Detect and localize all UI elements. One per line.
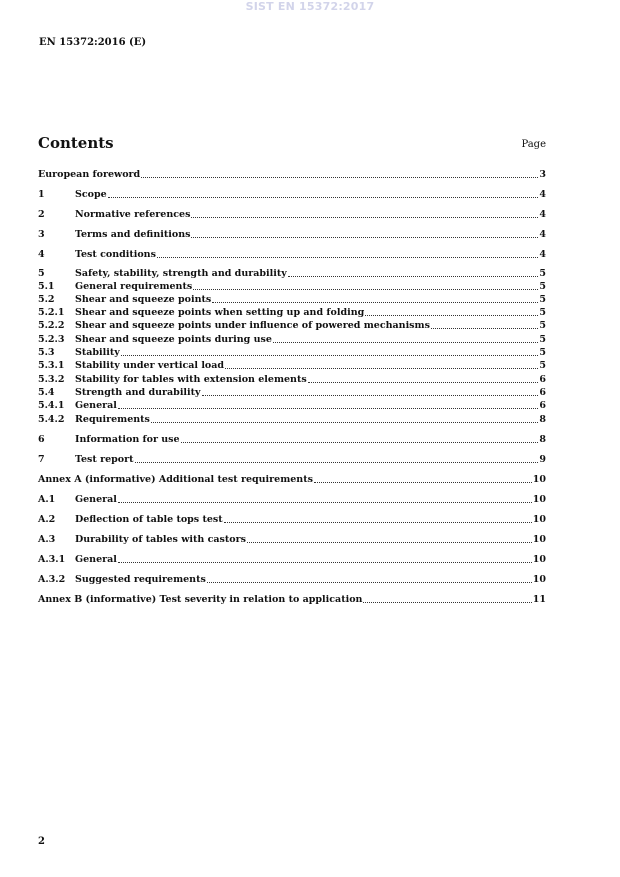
toc-entry[interactable] bbox=[38, 307, 546, 319]
toc-entry[interactable] bbox=[38, 229, 546, 241]
toc-dot-leader bbox=[193, 289, 538, 290]
toc-dot-leader bbox=[431, 328, 538, 329]
toc-entry[interactable] bbox=[38, 400, 546, 412]
toc-entry-number: 7 bbox=[38, 454, 45, 465]
toc-entry-number: 5.3.1 bbox=[38, 360, 65, 371]
toc-entry-number: A.1 bbox=[38, 494, 56, 505]
toc-entry-page: 3 bbox=[539, 169, 546, 180]
toc-entry-title: Suggested requirements bbox=[75, 574, 206, 585]
toc-dot-leader bbox=[191, 217, 538, 218]
toc-dot-leader bbox=[363, 602, 531, 603]
contents-heading: Contents bbox=[38, 134, 114, 152]
toc-entry-number: 5.3 bbox=[38, 347, 55, 358]
toc-entry-page: 4 bbox=[539, 209, 546, 220]
toc-entry-title: Shear and squeeze points during use bbox=[75, 334, 272, 345]
toc-entry-title: Deflection of table tops test bbox=[75, 514, 223, 525]
toc-dot-leader bbox=[314, 482, 532, 483]
toc-entry-page: 4 bbox=[539, 189, 546, 200]
toc-entry-page: 6 bbox=[539, 387, 546, 398]
toc-entry-title: Stability for tables with extension elements bbox=[75, 374, 307, 385]
toc-entry-page: 5 bbox=[539, 294, 546, 305]
toc-entry-page: 10 bbox=[532, 494, 546, 505]
toc-entry-number: 5.2.2 bbox=[38, 320, 65, 331]
toc-entry-number: A.3.1 bbox=[38, 554, 66, 565]
toc-entry-title: Scope bbox=[75, 189, 107, 200]
toc-entry-title: Test conditions bbox=[75, 249, 156, 260]
toc-entry-number: 5.3.2 bbox=[38, 374, 65, 385]
toc-entry[interactable] bbox=[38, 434, 546, 446]
toc-entry-number: 2 bbox=[38, 209, 45, 220]
toc-entry-title: Annex B (informative) Test severity in relation to application bbox=[38, 594, 363, 605]
toc-dot-leader bbox=[225, 368, 538, 369]
toc-dot-leader bbox=[202, 395, 539, 396]
toc-entry[interactable] bbox=[38, 514, 546, 526]
toc-entry-page: 8 bbox=[539, 434, 546, 445]
toc-entry-title: Safety, stability, strength and durability bbox=[75, 268, 287, 279]
toc-dot-leader bbox=[288, 276, 539, 277]
toc-entry-number: 5.4.1 bbox=[38, 400, 65, 411]
toc-entry-page: 11 bbox=[532, 594, 546, 605]
toc-entry-page: 10 bbox=[532, 574, 546, 585]
toc-entry[interactable] bbox=[38, 209, 546, 221]
toc-entry-number: 5.1 bbox=[38, 281, 55, 292]
toc-entry-page: 5 bbox=[539, 320, 546, 331]
toc-entry-title: General bbox=[75, 400, 117, 411]
toc-entry-number: 5.4 bbox=[38, 387, 55, 398]
page-number: 2 bbox=[38, 836, 45, 847]
toc-entry-page: 5 bbox=[539, 334, 546, 345]
toc-entry[interactable] bbox=[38, 414, 546, 426]
toc-entry-page: 9 bbox=[539, 454, 546, 465]
toc-dot-leader bbox=[365, 315, 538, 316]
toc-dot-leader bbox=[157, 257, 538, 258]
toc-entry-page: 6 bbox=[539, 400, 546, 411]
toc-entry-title: Durability of tables with castors bbox=[75, 534, 246, 545]
toc-dot-leader bbox=[308, 382, 539, 383]
toc-entry-number: 5 bbox=[38, 268, 45, 279]
document-id: EN 15372:2016 (E) bbox=[39, 37, 147, 48]
toc-entry[interactable] bbox=[38, 387, 546, 399]
toc-entry[interactable] bbox=[38, 294, 546, 306]
toc-dot-leader bbox=[207, 582, 532, 583]
toc-entry[interactable] bbox=[38, 347, 546, 359]
toc-entry[interactable] bbox=[38, 454, 546, 466]
toc-dot-leader bbox=[118, 502, 532, 503]
toc-entry-page: 5 bbox=[539, 268, 546, 279]
toc-entry[interactable] bbox=[38, 574, 546, 586]
toc-entry-number: 5.2.3 bbox=[38, 334, 65, 345]
toc-entry-title: Terms and definitions bbox=[75, 229, 191, 240]
toc-entry-page: 10 bbox=[532, 514, 546, 525]
toc-entry[interactable] bbox=[38, 334, 546, 346]
toc-entry-page: 10 bbox=[532, 474, 546, 485]
toc-dot-leader bbox=[273, 342, 538, 343]
toc-entry-number: 5.2 bbox=[38, 294, 55, 305]
toc-dot-leader bbox=[191, 237, 538, 238]
toc-entry-page: 5 bbox=[539, 360, 546, 371]
toc-entry-number: 5.4.2 bbox=[38, 414, 65, 425]
toc-entry[interactable] bbox=[38, 169, 546, 181]
toc-entry-page: 4 bbox=[539, 249, 546, 260]
toc-entry-title: General requirements bbox=[75, 281, 193, 292]
watermark-text: SIST EN 15372:2017 bbox=[245, 0, 375, 13]
toc-entry[interactable] bbox=[38, 189, 546, 201]
toc-entry-number: 5.2.1 bbox=[38, 307, 65, 318]
toc-entry[interactable] bbox=[38, 594, 546, 606]
toc-dot-leader bbox=[118, 408, 538, 409]
toc-dot-leader bbox=[135, 462, 539, 463]
toc-entry-title: General bbox=[75, 494, 117, 505]
toc-entry-title: Information for use bbox=[75, 434, 180, 445]
toc-entry-title: Shear and squeeze points under influence of powered mechanisms bbox=[75, 320, 430, 331]
toc-entry-title: Shear and squeeze points when setting up and folding bbox=[75, 307, 365, 318]
toc-entry-title: Shear and squeeze points bbox=[75, 294, 212, 305]
toc-dot-leader bbox=[181, 442, 539, 443]
toc-dot-leader bbox=[247, 542, 532, 543]
toc-dot-leader bbox=[118, 562, 532, 563]
toc-entry-number: A.2 bbox=[38, 514, 56, 525]
toc-entry-page: 4 bbox=[539, 229, 546, 240]
toc-entry-page: 8 bbox=[539, 414, 546, 425]
toc-entry[interactable] bbox=[38, 474, 546, 486]
toc-entry-title: Strength and durability bbox=[75, 387, 201, 398]
toc-dot-leader bbox=[151, 422, 538, 423]
toc-entry-number: 3 bbox=[38, 229, 45, 240]
toc-entry-title: Stability under vertical load bbox=[75, 360, 225, 371]
toc-entry-title: Normative references bbox=[75, 209, 191, 220]
toc-entry-title: General bbox=[75, 554, 117, 565]
toc-entry-number: A.3.2 bbox=[38, 574, 66, 585]
toc-dot-leader bbox=[224, 522, 532, 523]
toc-dot-leader bbox=[212, 302, 538, 303]
toc-entry[interactable] bbox=[38, 268, 546, 280]
toc-entry-number: 6 bbox=[38, 434, 45, 445]
toc-entry-title: Requirements bbox=[75, 414, 150, 425]
toc-entry-title: Annex A (informative) Additional test requirements bbox=[38, 474, 313, 485]
toc-entry[interactable] bbox=[38, 534, 546, 546]
toc-entry-page: 5 bbox=[539, 281, 546, 292]
toc-entry[interactable] bbox=[38, 374, 546, 386]
toc-entry-title: Stability bbox=[75, 347, 120, 358]
page-column-label: Page bbox=[521, 139, 546, 150]
toc-entry[interactable] bbox=[38, 554, 546, 566]
toc-entry-page: 10 bbox=[532, 554, 546, 565]
toc-entry-number: A.3 bbox=[38, 534, 56, 545]
toc-entry[interactable] bbox=[38, 360, 546, 372]
toc-entry[interactable] bbox=[38, 249, 546, 261]
toc-entry-page: 10 bbox=[532, 534, 546, 545]
toc-dot-leader bbox=[121, 355, 539, 356]
toc-entry[interactable] bbox=[38, 281, 546, 293]
toc-entry-page: 5 bbox=[539, 307, 546, 318]
toc-entry[interactable] bbox=[38, 320, 546, 332]
toc-entry-title: European foreword bbox=[38, 169, 141, 180]
toc-entry-number: 1 bbox=[38, 189, 45, 200]
toc-dot-leader bbox=[108, 197, 539, 198]
toc-dot-leader bbox=[141, 177, 538, 178]
toc-entry-page: 5 bbox=[539, 347, 546, 358]
toc-entry-page: 6 bbox=[539, 374, 546, 385]
toc-entry-title: Test report bbox=[75, 454, 134, 465]
toc-entry[interactable] bbox=[38, 494, 546, 506]
toc-entry-number: 4 bbox=[38, 249, 45, 260]
